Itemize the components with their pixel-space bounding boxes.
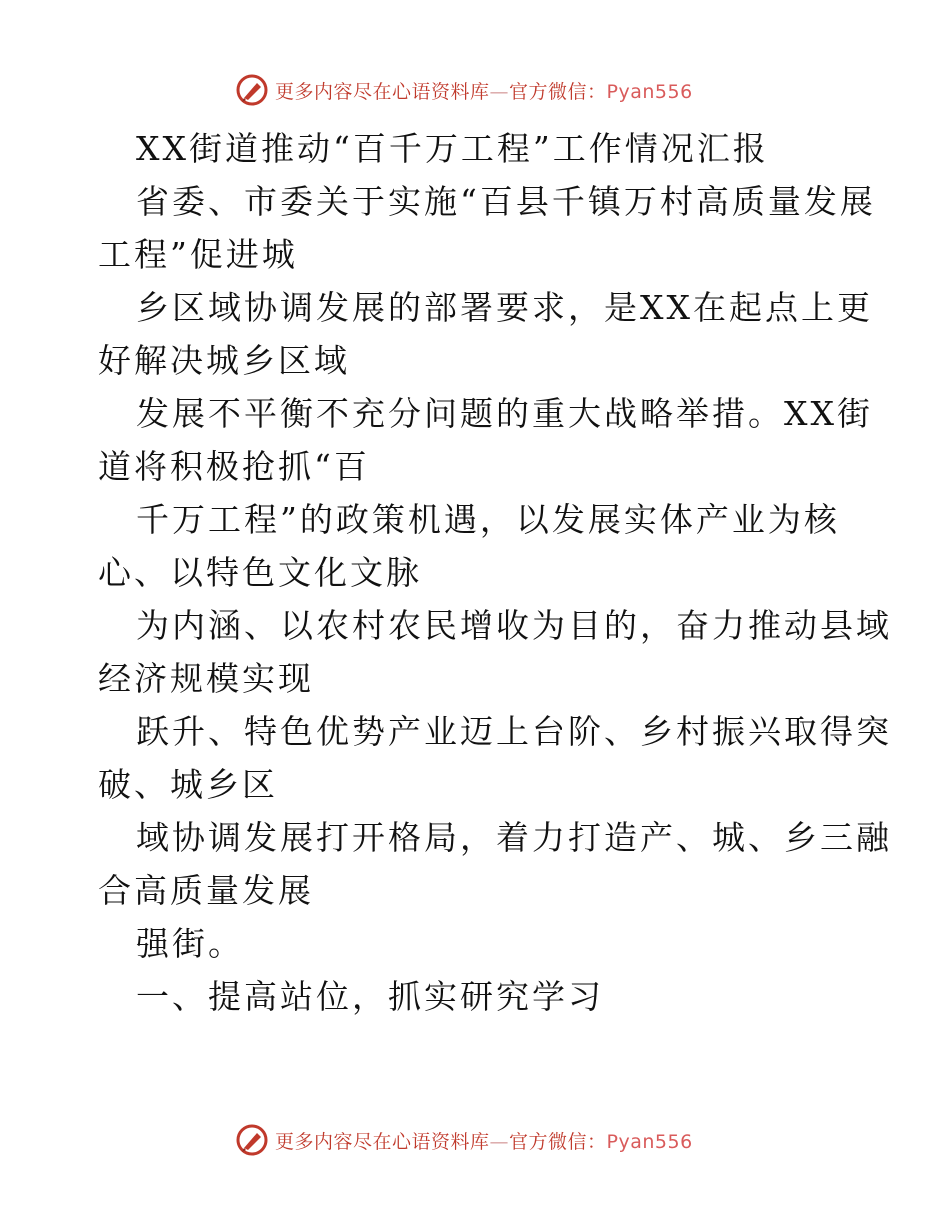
watermark-brand: 更多内容尽在心语资料库	[275, 1130, 490, 1153]
pen-circle-logo-icon	[235, 73, 269, 107]
paragraph-line: 心、以特色文化文脉	[98, 553, 422, 592]
paragraph-line: 乡区域协调发展的部署要求，是XX在起点上更	[136, 288, 873, 327]
watermark-suffix: 官方微信：	[509, 1130, 607, 1153]
paragraph-line: 好解决城乡区域	[98, 341, 350, 380]
document-body	[98, 122, 892, 1023]
paragraph-line: 千万工程”的政策机遇，以发展实体产业为核	[136, 500, 840, 539]
paragraph-line: 经济规模实现	[98, 659, 314, 698]
watermark-id: Pyan556	[606, 1130, 693, 1153]
paragraph-line: 道将积极抢抓“百	[98, 447, 370, 486]
pen-circle-logo-icon	[235, 1123, 269, 1157]
watermark-suffix: 官方微信：	[509, 80, 607, 103]
watermark-brand: 更多内容尽在心语资料库	[275, 80, 490, 103]
paragraph-line: 发展不平衡不充分问题的重大战略举措。XX街	[136, 394, 873, 433]
paragraph-line: 为内涵、以农村农民增收为目的，奋力推动县域	[136, 606, 892, 645]
paragraph-line: 省委、市委关于实施“百县千镇万村高质量发展	[136, 182, 876, 221]
watermark-text	[275, 77, 693, 104]
paragraph-line: 工程”促进城	[98, 235, 298, 274]
document-title: XX街道推动“百千万工程”工作情况汇报	[136, 129, 769, 168]
section-heading: 一、提高站位，抓实研究学习	[136, 977, 604, 1016]
footer-watermark	[235, 1122, 693, 1158]
header-watermark	[235, 72, 693, 108]
watermark-text	[275, 1127, 693, 1154]
paragraph-line: 破、城乡区	[98, 765, 278, 804]
watermark-dash: —	[489, 1130, 510, 1153]
watermark-id: Pyan556	[606, 80, 693, 103]
paragraph-line: 域协调发展打开格局，着力打造产、城、乡三融	[136, 818, 892, 857]
paragraph-line: 强街。	[136, 924, 244, 963]
watermark-dash: —	[489, 80, 510, 103]
paragraph-line: 合高质量发展	[98, 871, 314, 910]
paragraph-line: 跃升、特色优势产业迈上台阶、乡村振兴取得突	[136, 712, 892, 751]
